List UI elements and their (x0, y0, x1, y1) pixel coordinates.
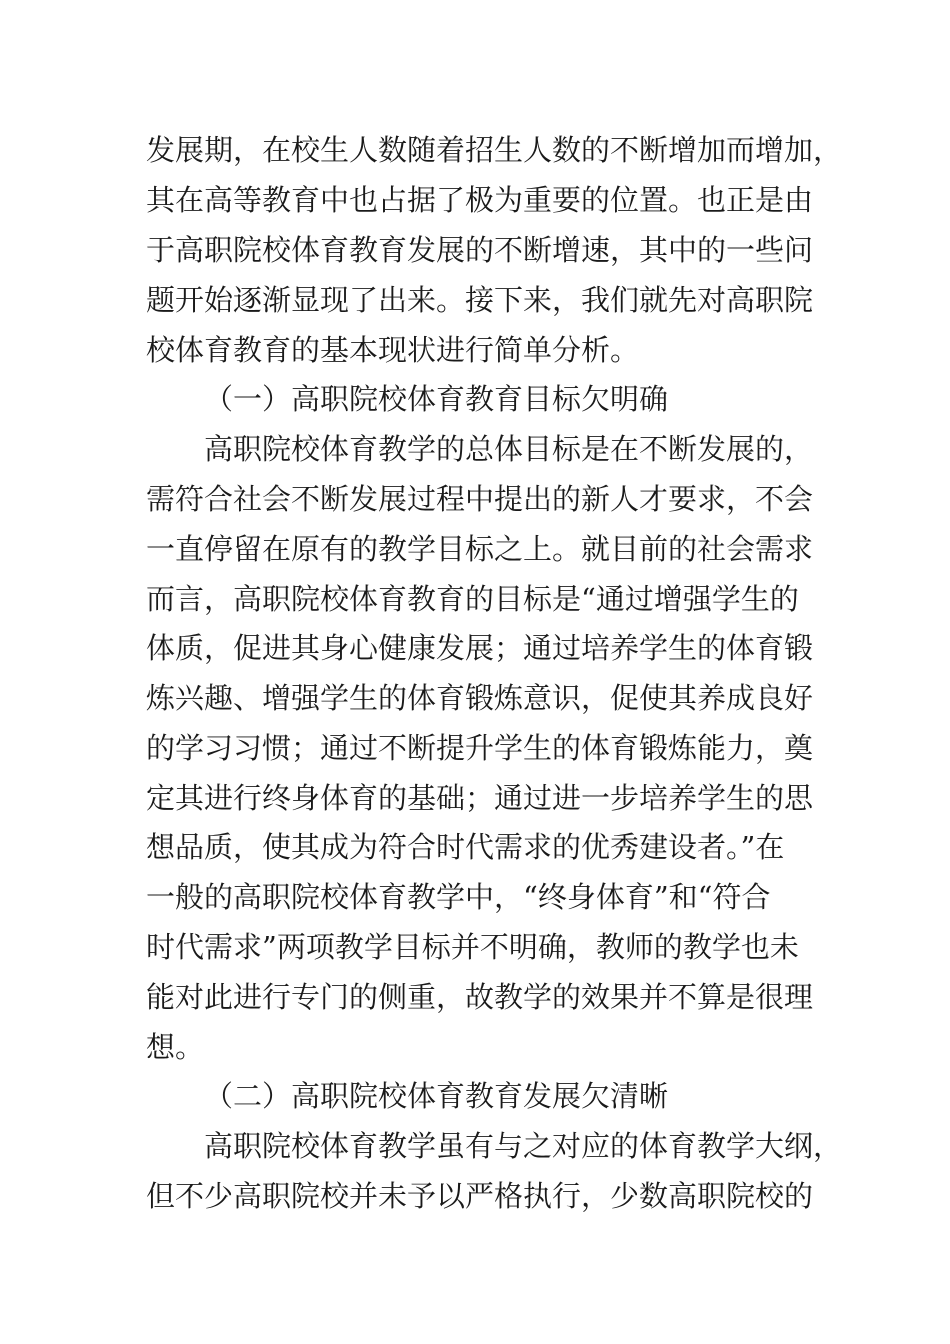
text-line: 其在高等教育中也占据了极为重要的位置。也正是由 (146, 183, 814, 217)
text-line: 能对此进行专门的侧重，故教学的效果并不算是很理 (146, 980, 814, 1014)
text-line: 定其进行终身体育的基础；通过进一步培养学生的思 (146, 781, 814, 815)
text-line: 一直停留在原有的教学目标之上。就目前的社会需求 (146, 532, 814, 566)
text-line: 但不少高职院校并未予以严格执行，少数高职院校的 (146, 1179, 814, 1213)
text-line: 需符合社会不断发展过程中提出的新人才要求，不会 (146, 482, 814, 516)
text-line: 体质，促进其身心健康发展；通过培养学生的体育锻 (146, 631, 814, 665)
text-line: 校体育教育的基本现状进行简单分析。 (146, 333, 640, 367)
paragraph-first-line: 高职院校体育教学的总体目标是在不断发展的， (204, 432, 814, 466)
text-line: 一般的高职院校体育教学中，“终身体育”和“符合 (146, 880, 771, 914)
text-line: 炼兴趣、增强学生的体育锻炼意识，促使其养成良好 (146, 681, 814, 715)
text-line: 时代需求”两项教学目标并不明确，教师的教学也未 (146, 930, 799, 964)
section-heading: （一）高职院校体育教育目标欠明确 (204, 382, 669, 416)
text-line: 想品质，使其成为符合时代需求的优秀建设者。”在 (146, 830, 785, 864)
text-line: 的学习习惯；通过不断提升学生的体育锻炼能力，奠 (146, 731, 814, 765)
section-heading: （二）高职院校体育教育发展欠清晰 (204, 1079, 669, 1113)
paragraph-first-line: 高职院校体育教学虽有与之对应的体育教学大纲， (204, 1129, 843, 1163)
text-line: 而言，高职院校体育教育的目标是“通过增强学生的 (146, 582, 799, 616)
text-line: 想。 (146, 1030, 205, 1064)
text-line: 发展期，在校生人数随着招生人数的不断增加而增加， (146, 133, 843, 167)
text-line: 于高职院校体育教育发展的不断增速，其中的一些问 (146, 233, 814, 267)
text-line: 题开始逐渐显现了出来。接下来，我们就先对高职院 (146, 283, 814, 317)
